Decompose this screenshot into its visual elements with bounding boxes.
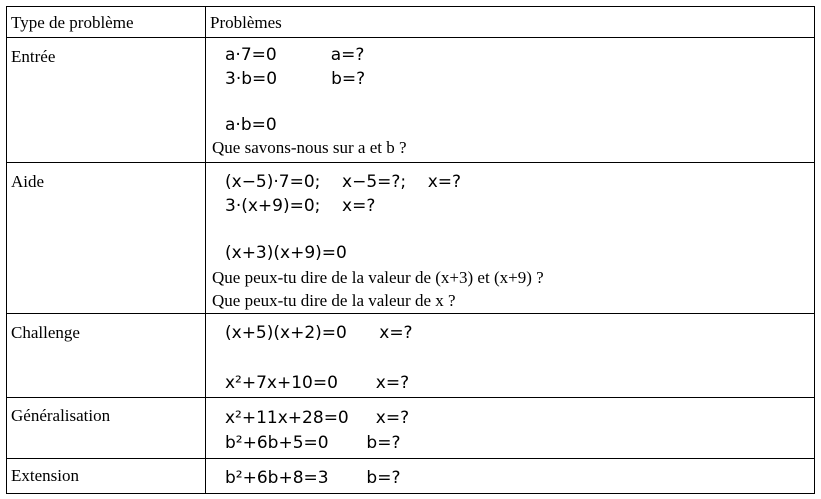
equation: (x−5)·7=0; x−5=?; x=? xyxy=(225,172,462,192)
equation: a·7=0 a=? xyxy=(225,45,365,65)
question-text: Que peux-tu dire de la valeur de (x+3) et (x+9) ? xyxy=(212,268,544,287)
row-divider xyxy=(7,458,814,459)
header-problems: Problèmes xyxy=(210,13,282,32)
equation: b²+6b+8=3 b=? xyxy=(225,468,401,488)
equation: 3·(x+9)=0; x=? xyxy=(225,196,376,216)
row-divider xyxy=(7,397,814,398)
equation: b²+6b+5=0 b=? xyxy=(225,433,401,453)
equation: 3·b=0 b=? xyxy=(225,69,366,89)
row-label-extension: Extension xyxy=(11,466,79,485)
row-label-generalisation: Généralisation xyxy=(11,406,111,425)
problem-table xyxy=(6,6,815,494)
equation: x²+7x+10=0 x=? xyxy=(225,373,410,393)
question-text: Que savons-nous sur a et b ? xyxy=(212,138,407,157)
row-divider xyxy=(7,162,814,163)
row-divider xyxy=(7,313,814,314)
row-label-entree: Entrée xyxy=(11,47,56,66)
header-type-of-problem: Type de problème xyxy=(11,13,134,32)
column-divider xyxy=(205,7,206,493)
equation: (x+3)(x+9)=0 xyxy=(225,243,347,263)
question-text: Que peux-tu dire de la valeur de x ? xyxy=(212,291,456,310)
equation: x²+11x+28=0 x=? xyxy=(225,408,410,428)
row-label-aide: Aide xyxy=(11,172,45,191)
row-divider xyxy=(7,37,814,38)
equation: (x+5)(x+2)=0 x=? xyxy=(225,323,413,343)
row-label-challenge: Challenge xyxy=(11,323,80,342)
equation: a·b=0 xyxy=(225,115,277,135)
